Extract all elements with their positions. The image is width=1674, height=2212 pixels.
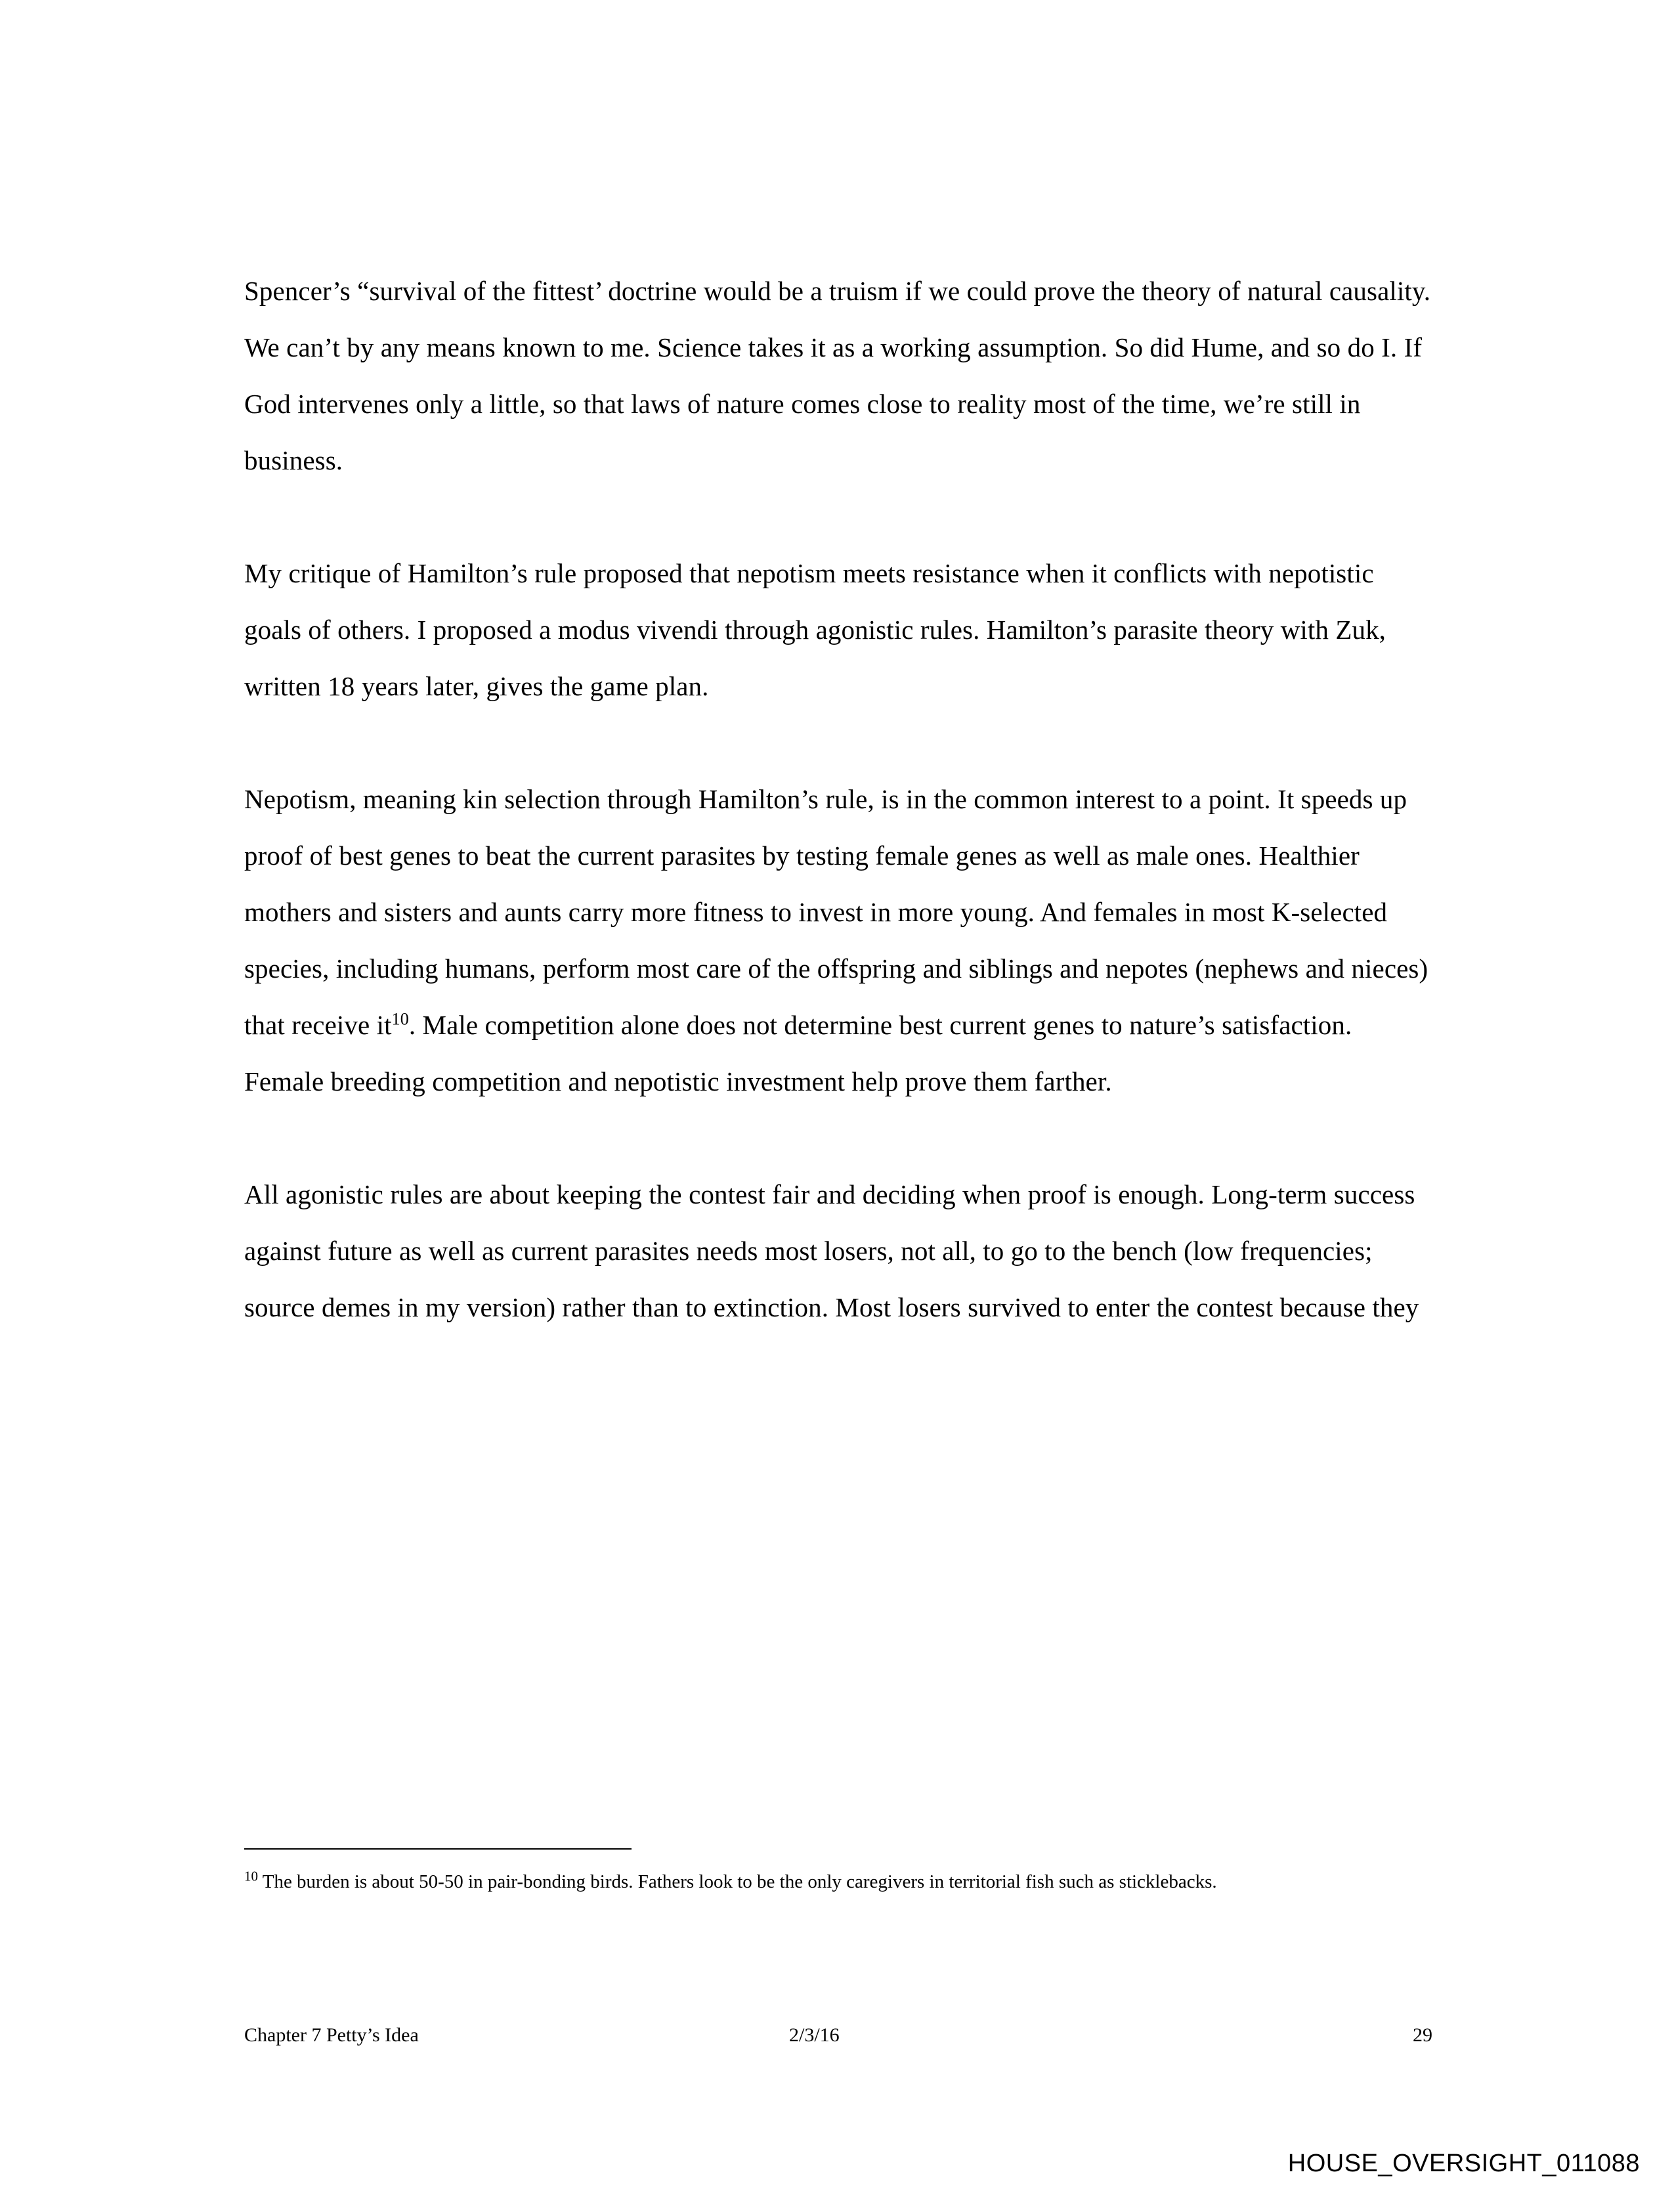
paragraph-3-part-1: Nepotism, meaning kin selection through Hamilton’s rule, is in the common interest to a point. It speeds up proof of best genes to beat the current parasites by testing female genes as well as male ones. Healthier mothers and sisters and aunts carry more fitness to invest in more young. And females in most K-selected species, including humans, perform most care of the offspring and siblings and nepotes (nephews and nieces) that receive it [244, 784, 1428, 1040]
footer-page-number: 29 [1413, 2024, 1432, 2046]
paragraph-3-part-2: . Male competition alone does not determine best current genes to nature’s satisfaction. Female breeding competition and nepotistic investment help prove them farther. [244, 1010, 1352, 1096]
page-footer [244, 2022, 1432, 2049]
footnote-area [244, 1848, 1432, 1898]
footer-date: 2/3/16 [789, 2024, 840, 2046]
footnote-separator-rule [244, 1848, 632, 1850]
footer-row [244, 2022, 1432, 2049]
paragraph-4: All agonistic rules are about keeping the contest fair and deciding when proof is enough. Long-term success against future as well as current parasites needs most losers, not all, to go to the bench (low frequencies; source demes in my version) rather than to extinction. Most losers survived to enter the contest because they [244, 1179, 1419, 1322]
paragraph-1: Spencer’s “survival of the fittest’ doctrine would be a truism if we could prove the theory of natural causality. We can’t by any means known to me. Science takes it as a working assumption. So did Hume, and so do I. If God intervenes only a little, so that laws of nature comes close to reality most of the time, we’re still in business. [244, 276, 1431, 475]
footer-chapter-label: Chapter 7 Petty’s Idea [244, 2024, 419, 2046]
paragraph-2: My critique of Hamilton’s rule proposed that nepotism meets resistance when it conflicts with nepotistic goals of others. I proposed a modus vivendi through agonistic rules. Hamilton’s parasite theory with Zuk, written 18 years later, gives the game plan. [244, 558, 1386, 701]
bates-stamp: HOUSE_OVERSIGHT_011088 [1287, 2150, 1640, 2177]
footnote-reference-10[interactable]: 10 [391, 1009, 409, 1029]
page-body [244, 263, 1432, 1335]
footnote-text: The burden is about 50-50 in pair-bonding birds. Fathers look to be the only caregivers in territorial fish such as sticklebacks. [258, 1871, 1217, 1892]
paragraph-3 [244, 771, 1432, 1110]
footnote-marker: 10 [244, 1868, 258, 1884]
footnote-10 [244, 1867, 1321, 1898]
